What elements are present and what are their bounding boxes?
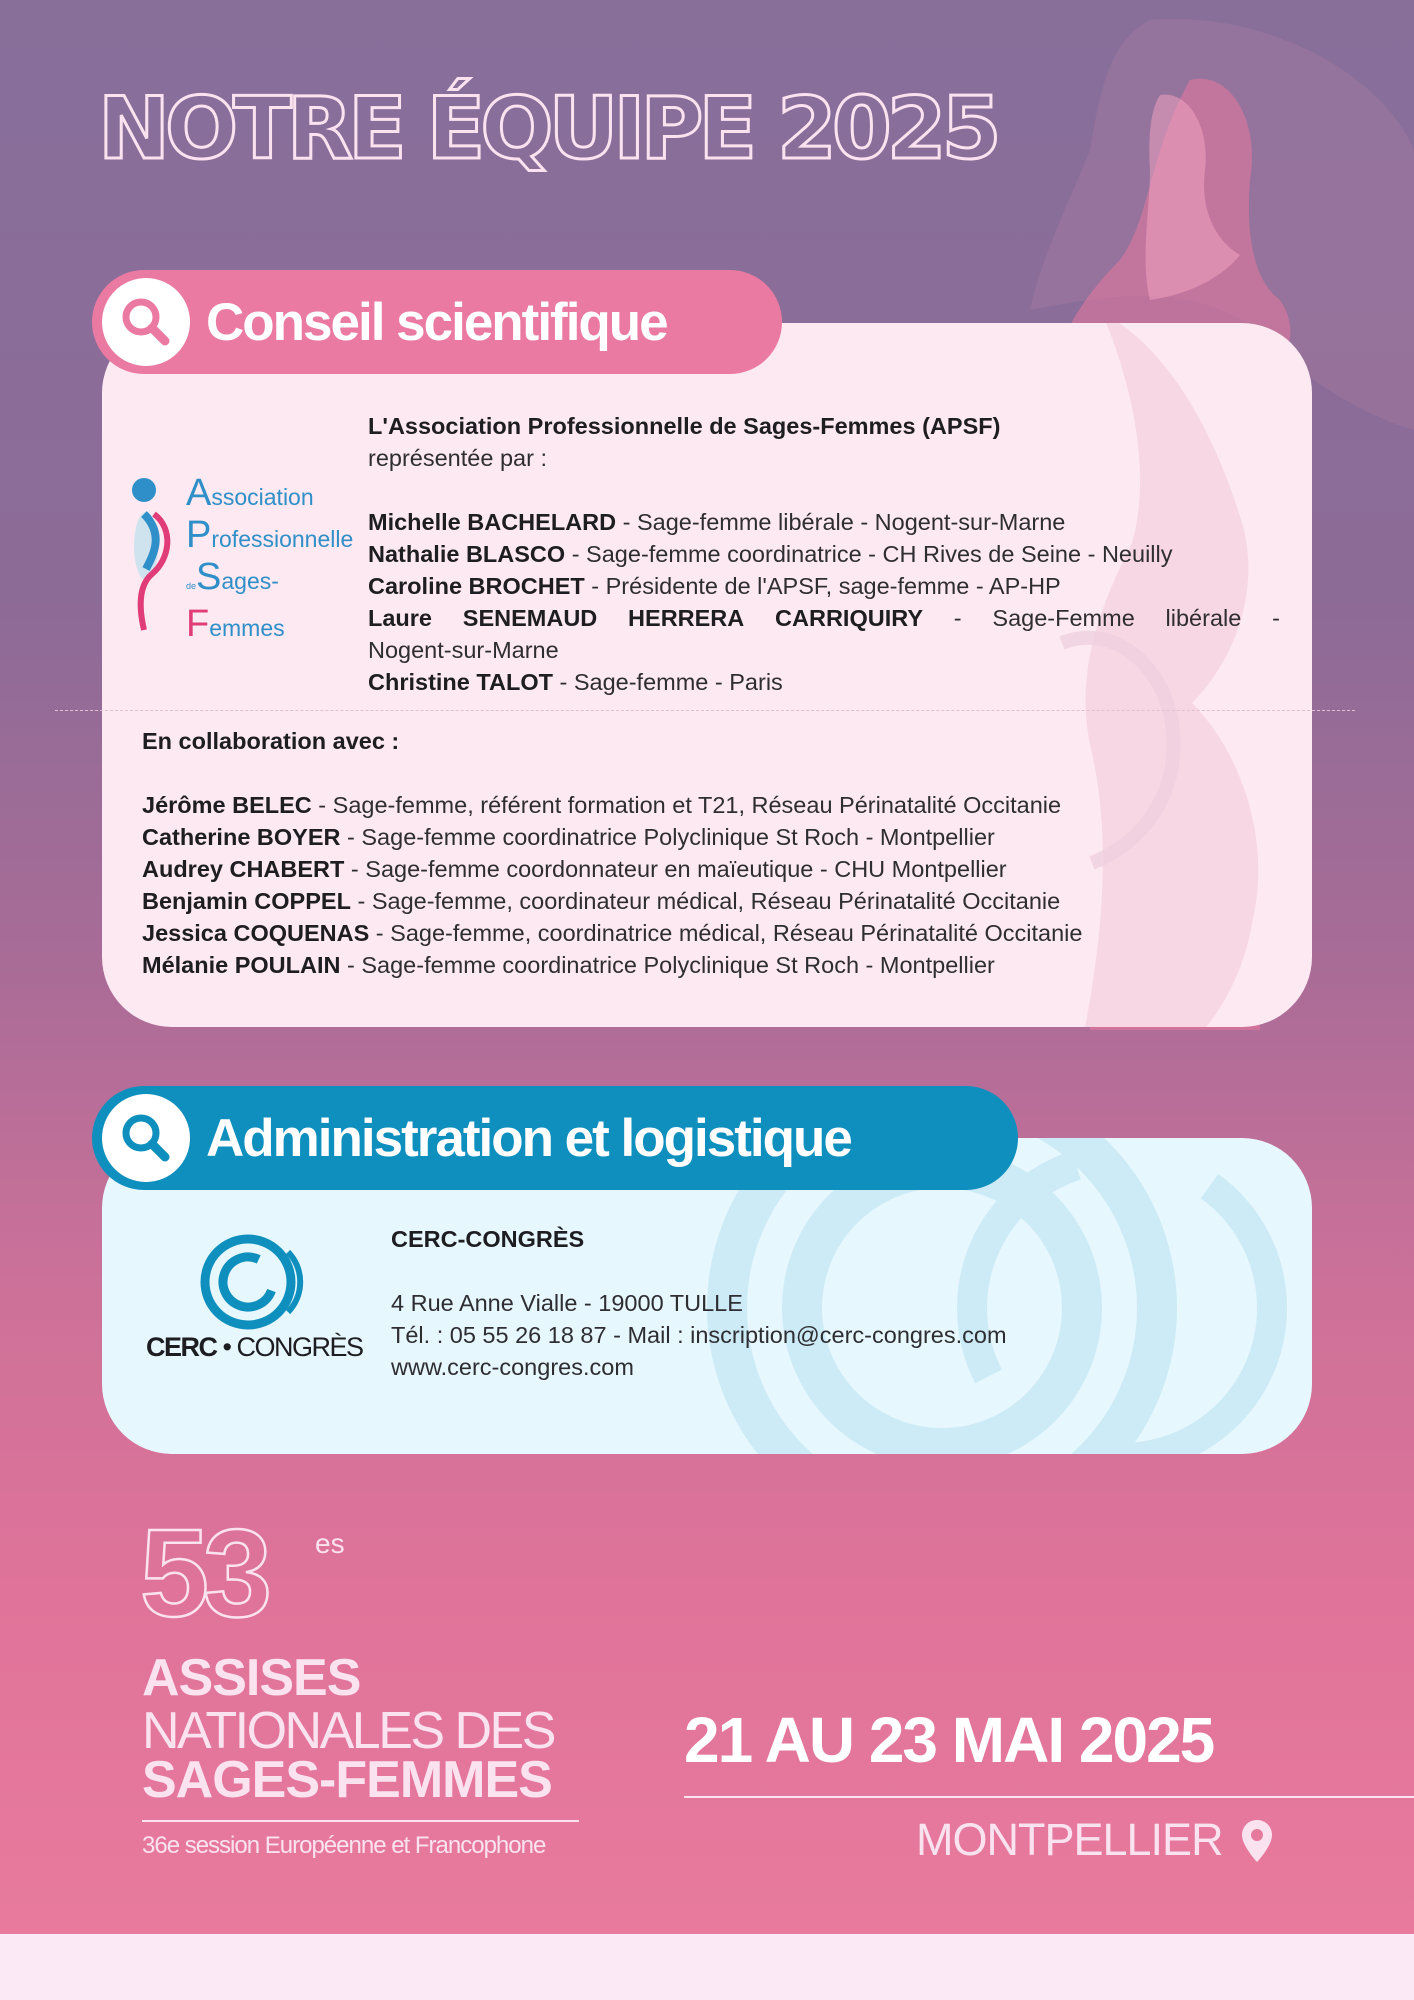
footer-divider [142, 1820, 579, 1822]
cerc-emblem-icon [200, 1232, 310, 1332]
apsf-logo: Association Professionnelle deSages- Femmes [124, 474, 354, 634]
collaborator-line: Mélanie POULAIN - Sage-femme coordinatrice Polyclinique St Roch - Montpellier [142, 952, 995, 978]
cerc-logo-dot: • [222, 1332, 231, 1362]
page-title: NOTRE ÉQUIPE 2025 [98, 79, 997, 179]
member-line: Nathalie BLASCO - Sage-femme coordinatrice - CH Rives de Seine - Neuilly [368, 541, 1173, 567]
section-divider [55, 710, 1355, 711]
collab-label: En collaboration avec : [142, 728, 400, 754]
location-pin-icon [1240, 1818, 1274, 1864]
dates-divider [684, 1796, 1414, 1798]
member-line-continued: Nogent-sur-Marne [368, 637, 559, 663]
collaborators-block [142, 725, 1262, 981]
collaborator-line: Benjamin COPPEL - Sage-femme, coordinateur médical, Réseau Périnatalité Occitanie [142, 888, 1061, 914]
search-icon [102, 278, 190, 366]
member-line: Michelle BACHELARD - Sage-femme libérale - Nogent-sur-Marne [368, 509, 1066, 535]
cerc-contact[interactable]: Tél. : 05 55 26 18 87 - Mail : inscription@cerc-congres.com [391, 1322, 1007, 1348]
collaborator-line: Jérôme BELEC - Sage-femme, référent formation et T21, Réseau Périnatalité Occitanie [142, 792, 1062, 818]
cerc-name: CERC-CONGRÈS [391, 1226, 585, 1252]
collaborator-line: Audrey CHABERT - Sage-femme coordonnateur en maïeutique - CHU Montpellier [142, 856, 1007, 882]
cerc-contact-block [391, 1223, 1191, 1383]
cerc-website-link[interactable]: www.cerc-congres.com [391, 1354, 634, 1380]
event-name-line2: NATIONALES DES [142, 1702, 554, 1760]
edition-suffix: es [315, 1528, 345, 1559]
member-line: Caroline BROCHET - Présidente de l'APSF, sage-femme - AP-HP [368, 573, 1061, 599]
apsf-emblem-icon [124, 474, 184, 634]
session-label: 36e session Européenne et Francophone [142, 1832, 546, 1859]
collaborator-line: Jessica COQUENAS - Sage-femme, coordinatrice médical, Réseau Périnatalité Occitanie [142, 920, 1083, 946]
search-icon [102, 1094, 190, 1182]
event-dates: 21 AU 23 MAI 2025 [684, 1704, 1214, 1776]
apsf-logo-de: de [186, 581, 197, 591]
event-city: MONTPELLIER [916, 1814, 1223, 1865]
member-line: Laure SENEMAUD HERRERA CARRIQUIRY - Sage-Femme libérale - [368, 605, 1280, 631]
cerc-logo [142, 1228, 372, 1368]
cerc-address: 4 Rue Anne Vialle - 19000 TULLE [391, 1290, 743, 1316]
edition-number: 53 [140, 1505, 266, 1643]
event-name-line1: ASSISES [142, 1649, 361, 1707]
member-line: Christine TALOT - Sage-femme - Paris [368, 669, 783, 695]
apsf-members-block [368, 410, 1280, 698]
represented-by-label: représentée par : [368, 445, 547, 471]
scientific-heading: Conseil scientifique [206, 292, 667, 352]
admin-heading-pill [92, 1086, 1018, 1190]
bottom-strip [0, 1934, 1414, 2000]
admin-heading: Administration et logistique [206, 1108, 851, 1168]
event-name-line3: SAGES-FEMMES [142, 1751, 552, 1809]
scientific-heading-pill [92, 270, 782, 374]
collaborator-line: Catherine BOYER - Sage-femme coordinatrice Polyclinique St Roch - Montpellier [142, 824, 995, 850]
cerc-logo-left: CERC [146, 1332, 217, 1362]
cerc-logo-right: CONGRÈS [236, 1332, 363, 1362]
apsf-org-name: L'Association Professionnelle de Sages-Femmes (APSF) [368, 413, 1001, 439]
